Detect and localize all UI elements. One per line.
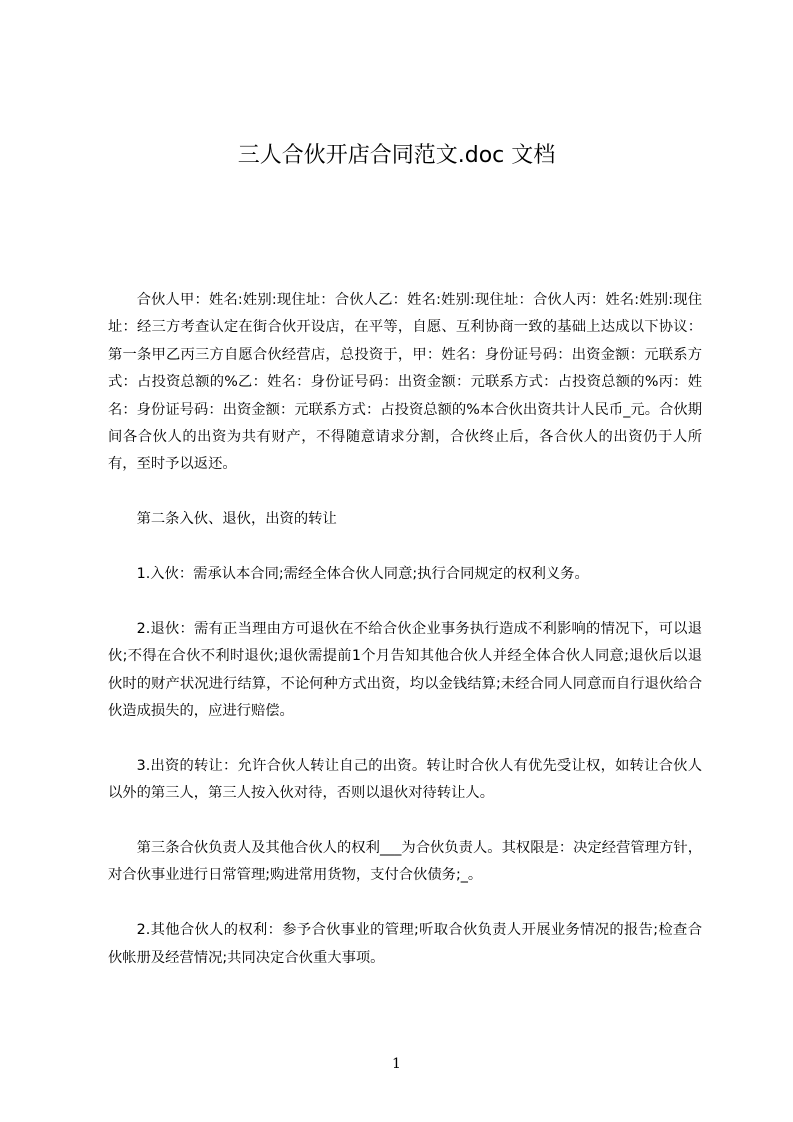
document-title: 三人合伙开店合同范文.doc 文档 (237, 143, 556, 168)
paragraph-transfer: 3.出资的转让：允许合伙人转让自己的出资。转让时合伙人有优先受让权，如转让合伙人以外的第三人，第三人按入伙对待，否则以退伙对待转让人。 (108, 757, 702, 802)
paragraph-partners: 合伙人甲：姓名:姓别:现住址：合伙人乙：姓名:姓别:现住址：合伙人丙：姓名:姓别:现住址：经三方考查认定在街合伙开设店，在平等，自愿、互利协商一致的基础上达成以下协议：第一条甲乙丙三方自愿合伙经营店，总投资于，甲：姓名：身份证号码：出资金额：元联系方式：占投资总额的%乙：姓名：身份证号码：出资金额：元联系方式：占投资总额的%丙：姓名：身份证号码：出资金额：元联系方式：占投资总额的%本合伙出资共计人民币_元。合伙期间各合伙人的出资为共有财产，不得随意请求分割，合伙终止后，各合伙人的出资仍于人所有，至时予以返还。 (108, 292, 702, 473)
document-body (108, 287, 702, 999)
paragraph-article-3: 第三条合伙负责人及其他合伙人的权利___为合伙负责人。其权限是：决定经营管理方针，对合伙事业进行日常管理;购进常用货物，支付合伙债务;_。 (108, 840, 702, 884)
paragraph-other-rights: 2.其他合伙人的权利：参予合伙事业的管理;听取合伙负责人开展业务情况的报告;检查合伙帐册及经营情况;共同决定合伙重大事项。 (108, 922, 702, 966)
paragraph-article-2-heading: 第二条入伙、退伙，出资的转让 (136, 511, 337, 528)
paragraph-joining: 1.入伙：需承认本合同;需经全体合伙人同意;执行合同规定的权利义务。 (136, 566, 589, 583)
page-number: 1 (392, 1056, 401, 1072)
paragraph-withdrawal: 2.退伙：需有正当理由方可退伙在不给合伙企业事务执行造成不利影响的情况下，可以退伙;不得在合伙不利时退伙;退伙需提前1个月告知其他合伙人并经全体合伙人同意;退伙后以退伙时的财产状况进行结算，不论何种方式出资，均以金钱结算;未经合同人同意而自行退伙给合伙造成损失的，应进行赔偿。 (108, 620, 702, 720)
